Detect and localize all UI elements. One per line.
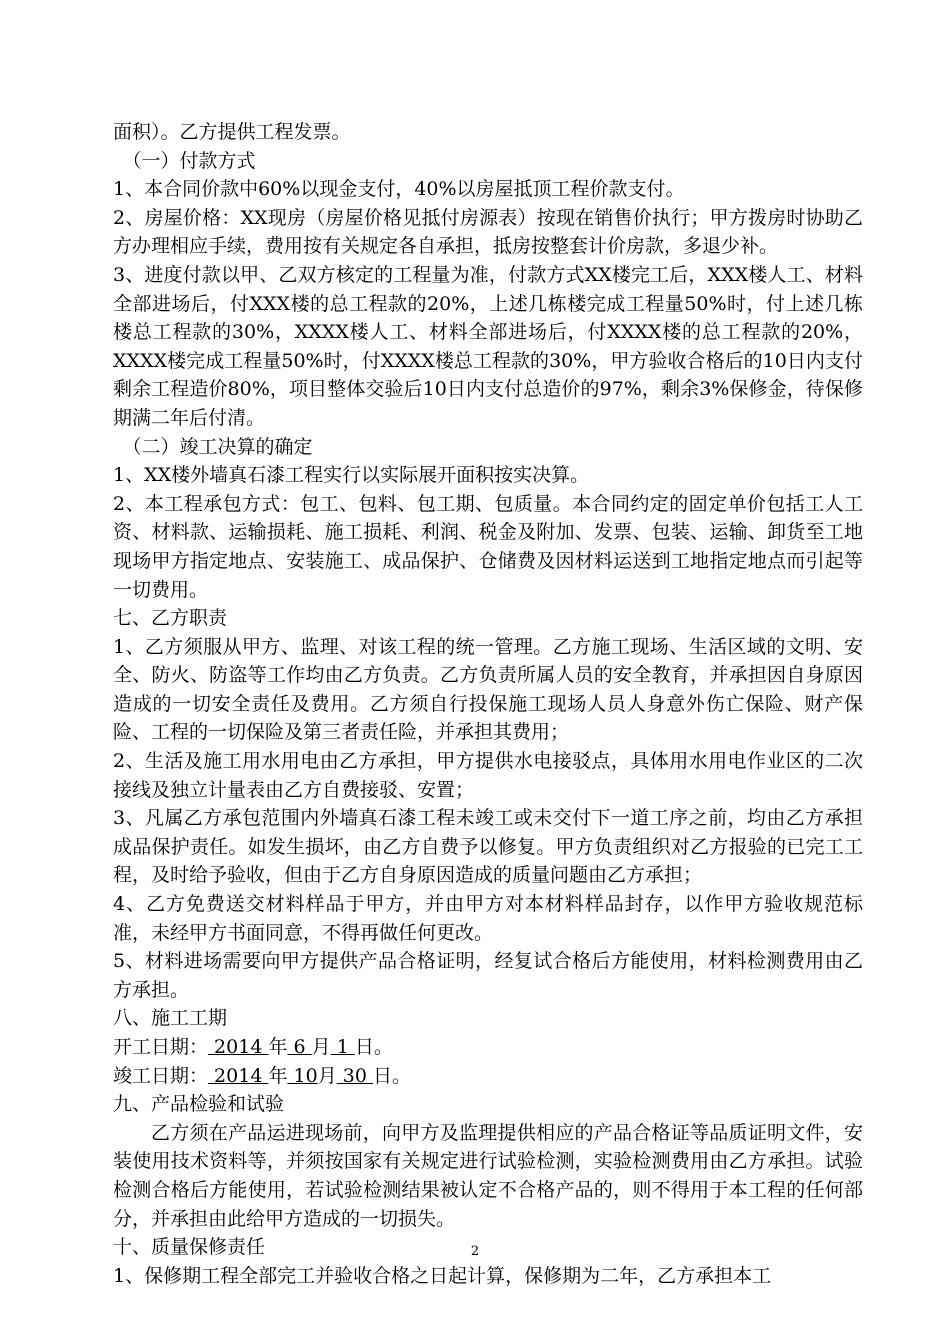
page-number: 2 [470, 1244, 480, 1259]
start-date-day: 1 [330, 1036, 355, 1058]
end-date-line [113, 1062, 863, 1091]
paragraph: 面积）。乙方提供工程发票。 [113, 121, 351, 143]
day-unit: 日。 [372, 1064, 411, 1087]
paragraph: 2、生活及施工用水用电由乙方承担，甲方提供水电接驳点，具体用水用电作业区的二次接线及独立计量表由乙方自费接驳、安置； [113, 750, 863, 801]
section-heading: 九、产品检验和试验 [113, 1093, 285, 1116]
paragraph: 4、乙方免费送交材料样品于甲方，并由甲方对本材料样品封存，以作甲方验收规范标准，未经甲方书面同意，不得再做任何更改。 [113, 893, 863, 944]
start-date-label: 开工日期： [113, 1036, 209, 1058]
section-heading: 八、施工工期 [113, 1007, 228, 1030]
paragraph: 1、保修期工程全部完工并验收合格之日起计算，保修期为二年，乙方承担本工 [113, 1264, 772, 1287]
month-unit: 月 [317, 1064, 337, 1087]
document-body [113, 118, 863, 1290]
section-heading: （二）竣工决算的确定 [122, 435, 313, 458]
end-date-day: 30 [336, 1064, 373, 1087]
start-date-year: 2014 [208, 1036, 269, 1058]
paragraph: 2、房屋价格：XX现房（房屋价格见抵付房源表）按现在销售价执行；甲方拨房时协助乙方办理相应手续，费用按有关规定各自承担，抵房按整套计价房款，多退少补。 [113, 206, 863, 258]
paragraph: 3、凡属乙方承包范围内外墙真石漆工程未竣工或未交付下一道工序之前，均由乙方承担成品保护责任。如发生损坏，由乙方自费予以修复。甲方负责组织对乙方报验的已完工工程，及时给予验收，但由于乙方自身原因造成的质量问题由乙方承担； [113, 807, 863, 887]
paragraph: 乙方须在产品运进现场前，向甲方及监理提供相应的产品合格证等品质证明文件，安装使用技术资料等，并须按国家有关规定进行试验检测，实验检测费用由乙方承担。试验检测合格后方能使用，若试验检测结果被认定不合格产品的，则不得用于本工程的任何部分，并承担由此给甲方造成的一切损失。 [113, 1121, 863, 1230]
month-unit: 月 [311, 1036, 331, 1058]
paragraph: 1、本合同价款中60%以现金支付，40%以房屋抵顶工程价款支付。 [113, 178, 685, 201]
paragraph: 1、XX楼外墙真石漆工程实行以实际展开面积按实决算。 [113, 464, 590, 487]
paragraph: 3、进度付款以甲、乙双方核定的工程量为准，付款方式XX楼完工后，XXX楼人工、材料全部进场后，付XXX楼的总工程款的20%，上述几栋楼完成工程量50%时，付上述几栋楼总工程款的30%，XXXX楼人工、材料全部进场后，付XXXX楼的总工程款的20%，XXXX楼完成工程量50%时，付XXXX楼总工程款的30%，甲方验收合格后的10日内支付剩余工程造价80%，项目整体交验后10日内支付总造价的97%，剩余3%保修金，待保修期满二年后付清。 [113, 263, 863, 429]
paragraph: 2、本工程承包方式：包工、包料、包工期、包质量。本合同约定的固定单价包括工人工资、材料款、运输损耗、施工损耗、利润、税金及附加、发票、包装、运输、卸货至工地现场甲方指定地点、安装施工、成品保护、仓储费及因材料运送到工地指定地点而引起等一切费用。 [113, 492, 863, 601]
section-heading: 七、乙方职责 [113, 607, 228, 630]
year-unit: 年 [268, 1036, 288, 1058]
end-date-year: 2014 [208, 1064, 269, 1087]
end-date-month: 10 [287, 1064, 318, 1087]
start-date-line [113, 1033, 863, 1062]
start-date-month: 6 [287, 1036, 312, 1058]
paragraph: 1、乙方须服从甲方、监理、对该工程的统一管理。乙方施工现场、生活区域的文明、安全、防火、防盗等工作均由乙方负责。乙方负责所属人员的安全教育，并承担因自身原因造成的一切安全责任及费用。乙方须自行投保施工现场人员人身意外伤亡保险、财产保险、工程的一切保险及第三者责任险，并承担其费用； [113, 635, 863, 744]
section-heading: 十、质量保修责任 [113, 1236, 266, 1259]
section-heading: （一）付款方式 [122, 149, 256, 172]
day-unit: 日。 [354, 1036, 393, 1058]
end-date-label: 竣工日期： [113, 1064, 209, 1087]
year-unit: 年 [268, 1064, 288, 1087]
paragraph: 5、材料进场需要向甲方提供产品合格证明，经复试合格后方能使用，材料检测费用由乙方承担。 [113, 950, 863, 1001]
